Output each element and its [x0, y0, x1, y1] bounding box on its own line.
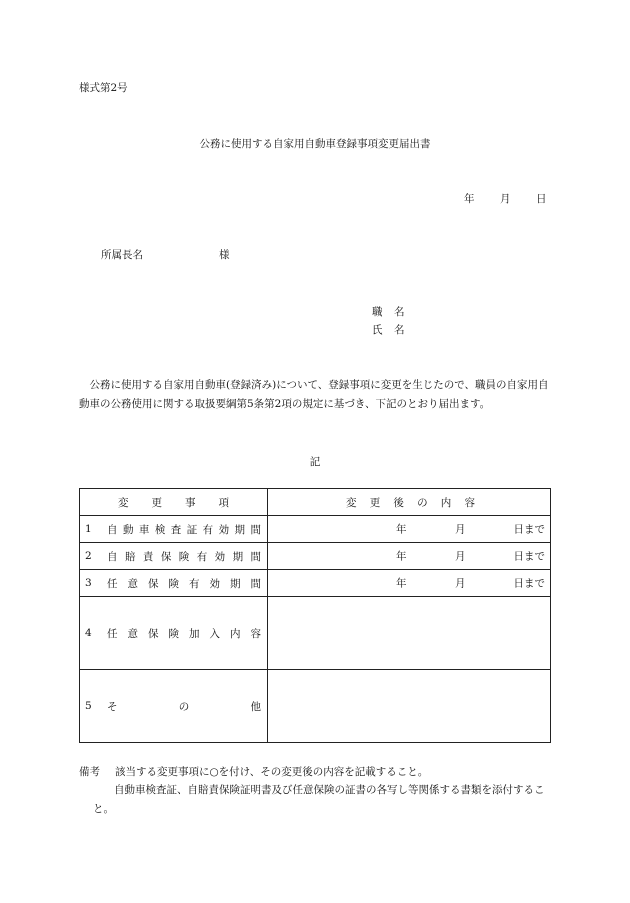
row-label: 任 意 保 険 有 効 期 間 — [107, 577, 261, 590]
row-label: 任 意 保 険 加 入 内 容 — [107, 627, 261, 640]
header-new-content: 変 更 後 の 内 容 — [346, 496, 475, 509]
table-header-row — [80, 489, 551, 516]
table-row — [80, 570, 551, 597]
position-label-2: 名 — [394, 306, 405, 318]
row-number: 4 — [85, 627, 92, 639]
date-month-label: 月 — [500, 193, 511, 205]
remarks-label: 備考 — [79, 766, 100, 778]
name-label-2: 名 — [394, 324, 405, 336]
row-value-cell[interactable] — [268, 516, 551, 543]
table-row — [80, 597, 551, 670]
row-number: 2 — [85, 550, 92, 562]
month-label: 月 — [455, 550, 466, 563]
table-row — [80, 516, 551, 543]
row-number: 1 — [85, 523, 92, 535]
row-value-cell[interactable] — [268, 570, 551, 597]
row-number: 3 — [85, 577, 92, 589]
header-change-items: 変 更 事 項 — [118, 496, 229, 509]
form-number: 様式第2号 — [79, 82, 128, 94]
body-paragraph: 公務に使用する自家用自動車(登録済み)について、登録事項に変更を生じたので、職員の自家用自動車の公務使用に関する取扱要綱第5条第2項の規定に基づき、下記のとおり届出ます。 — [79, 379, 549, 410]
table-row — [80, 670, 551, 743]
until-day-label: 日まで — [513, 550, 545, 563]
change-items-table — [79, 488, 551, 743]
year-label: 年 — [396, 523, 407, 536]
until-day-label: 日まで — [513, 577, 545, 590]
remarks-line-2: 自動車検査証、自賠責保険証明書及び任意保険の証書の各写し等関係する書類を添付すること。 — [93, 784, 545, 815]
year-label: 年 — [396, 550, 407, 563]
row-value-cell[interactable] — [268, 670, 551, 743]
row-value-cell[interactable] — [268, 597, 551, 670]
date-day-label: 日 — [536, 193, 547, 205]
until-day-label: 日まで — [513, 523, 545, 536]
row-label: 自 賠 責 保 険 有 効 期 間 — [107, 550, 261, 563]
year-label: 年 — [396, 577, 407, 590]
ki-heading: 記 — [309, 456, 321, 468]
table-row — [80, 543, 551, 570]
position-label-1: 職 — [372, 306, 383, 318]
row-label: 自 動 車 検 査 証 有 効 期 間 — [107, 523, 261, 536]
document-title: 公務に使用する自家用自動車登録事項変更届出書 — [199, 138, 431, 150]
month-label: 月 — [455, 523, 466, 536]
date-year-label: 年 — [464, 193, 475, 205]
month-label: 月 — [455, 577, 466, 590]
row-label: そ の 他 — [107, 700, 261, 713]
row-number: 5 — [85, 700, 92, 712]
addressee-label: 所属長名 — [101, 249, 143, 261]
remarks-line-1: 該当する変更事項に○を付け、その変更後の内容を記載すること。 — [115, 766, 429, 778]
addressee-honorific: 様 — [219, 249, 230, 261]
name-label-1: 氏 — [372, 324, 383, 336]
row-value-cell[interactable] — [268, 543, 551, 570]
